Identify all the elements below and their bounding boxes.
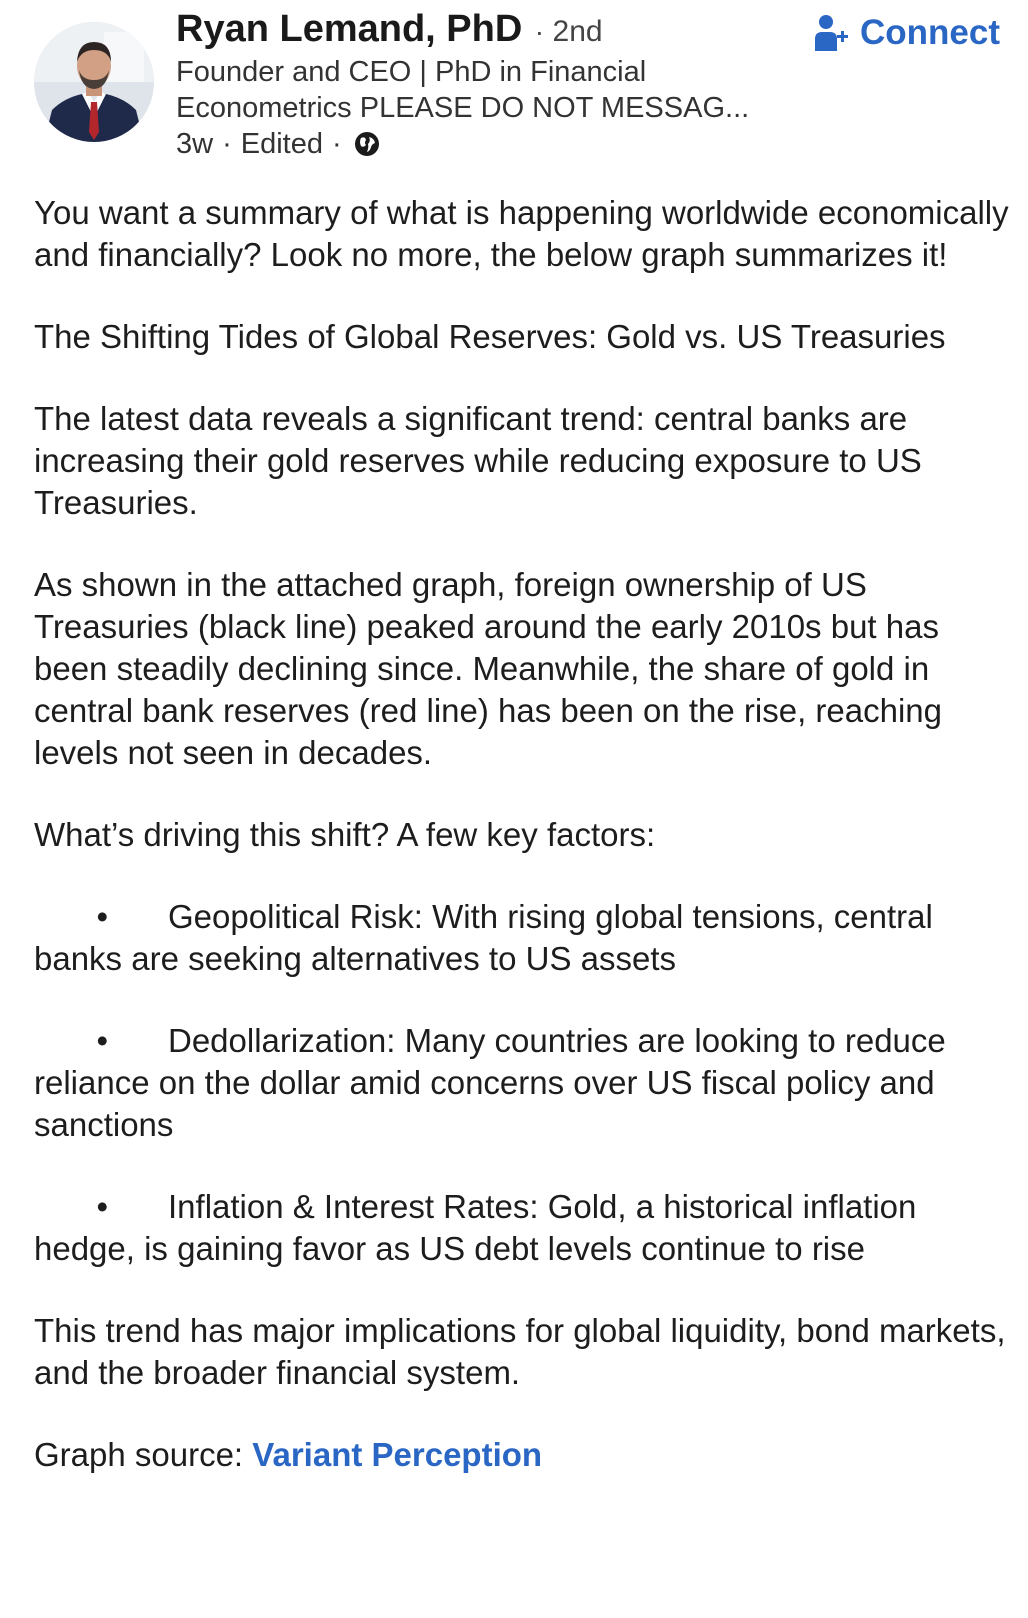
author-name-row	[176, 6, 603, 60]
list-item	[34, 1020, 1010, 1146]
graph-source	[34, 1434, 1010, 1476]
avatar[interactable]	[34, 22, 154, 142]
person-plus-icon	[814, 13, 850, 53]
post-meta	[176, 126, 381, 162]
bullet-text: Inflation & Interest Rates: Gold, a historical inflation hedge, is gaining favor as US debt levels continue to rise	[34, 1188, 917, 1267]
post-paragraph: As shown in the attached graph, foreign ownership of US Treasuries (black line) peaked around the early 2010s but has been steadily declining since. Meanwhile, the share of gold in central bank reserves (red line) has been on the rise, reaching levels not seen in decades.	[34, 566, 942, 771]
avatar-photo	[34, 22, 154, 142]
edited-label: Edited	[240, 128, 323, 160]
post-header	[0, 0, 1028, 180]
globe-icon	[353, 130, 381, 158]
bullet-text: Geopolitical Risk: With rising global tensions, central banks are seeking alternatives to US assets	[34, 898, 933, 977]
bullet-dot: •	[96, 898, 108, 935]
author-name[interactable]: Ryan Lemand, PhD	[176, 8, 523, 50]
source-label: Graph source:	[34, 1436, 253, 1473]
bullet-dot: •	[96, 1188, 108, 1225]
post-paragraph: The latest data reveals a significant trend: central banks are increasing their gold reserves while reducing exposure to US Treasuries.	[34, 400, 922, 521]
connection-degree: 2nd	[552, 15, 603, 48]
meta-separator: ·	[331, 128, 342, 160]
post-conclusion: This trend has major implications for global liquidity, bond markets, and the broader financial system.	[34, 1312, 1006, 1391]
author-headline: Founder and CEO | PhD in Financial Econometrics PLEASE DO NOT MESSAG...	[176, 56, 750, 124]
post-question: What’s driving this shift? A few key factors:	[34, 816, 656, 853]
post-body	[34, 192, 1010, 1516]
source-link[interactable]: Variant Perception	[252, 1436, 543, 1473]
degree-separator: ·	[534, 16, 545, 47]
list-item	[34, 1186, 1010, 1270]
connect-button[interactable]	[814, 8, 1000, 58]
meta-separator: ·	[222, 128, 232, 160]
post-title: The Shifting Tides of Global Reserves: Gold vs. US Treasuries	[34, 318, 946, 355]
post-time: 3w	[176, 128, 214, 160]
connect-label: Connect	[860, 13, 1000, 52]
list-item	[34, 896, 1010, 980]
post-intro: You want a summary of what is happening worldwide economically and financially? Look no more, the below graph summarizes it!	[34, 194, 1009, 273]
bullet-text: Dedollarization: Many countries are looking to reduce reliance on the dollar amid concerns over US fiscal policy and sanctions	[34, 1022, 946, 1143]
bullet-dot: •	[96, 1022, 108, 1059]
